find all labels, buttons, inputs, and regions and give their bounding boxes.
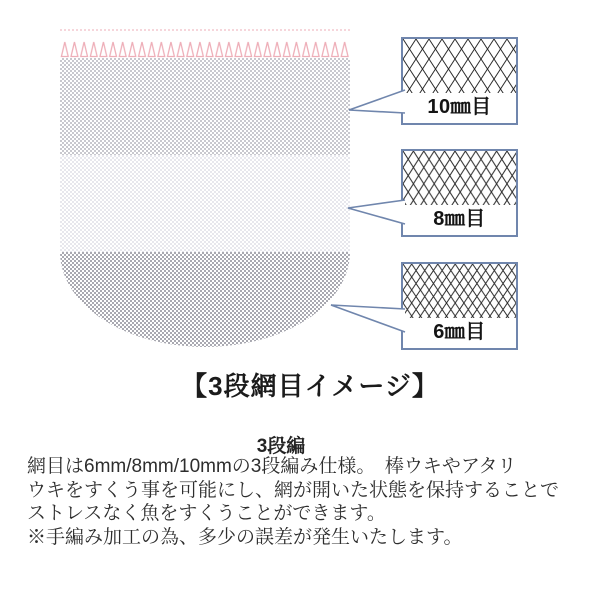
net-band-10mm <box>60 58 350 155</box>
callout-label-10mm: 10㎜目 <box>427 96 492 118</box>
description-heading: 3段編 <box>256 436 306 457</box>
description-text <box>27 455 583 549</box>
description-line: ストレスなく魚をすくうことができます。 <box>27 503 386 524</box>
description-line: 網目は6mm/8mm/10mmの3段編み仕様。 棒ウキやアタリ <box>27 456 517 477</box>
callout-box-6mm <box>401 262 518 350</box>
callout-label-6mm: 6㎜目 <box>433 321 486 343</box>
diagram-title: 【3段網目イメージ】 <box>181 371 439 401</box>
wedge-6mm <box>331 305 405 332</box>
mesh-pattern-10mm <box>403 39 516 93</box>
net-top-dotted-line <box>60 29 350 31</box>
wedge-8mm <box>348 200 405 224</box>
description-line: ウキをすくう事を可能にし、網が開いた状態を保持することで <box>27 479 560 501</box>
callout-box-10mm <box>401 37 518 125</box>
description-line: ※手編み加工の為、多少の誤差が発生いたします。 <box>27 526 463 548</box>
mesh-pattern-8mm <box>403 151 516 205</box>
callout-label-8mm: 8㎜目 <box>433 208 486 230</box>
net-band-8mm <box>60 155 350 252</box>
wedge-10mm <box>349 90 405 113</box>
callout-box-8mm <box>401 149 518 237</box>
net-hanging-loops-fringe <box>60 40 350 58</box>
mesh-pattern-6mm <box>403 264 516 318</box>
net-band-6mm-bowl <box>60 252 350 347</box>
